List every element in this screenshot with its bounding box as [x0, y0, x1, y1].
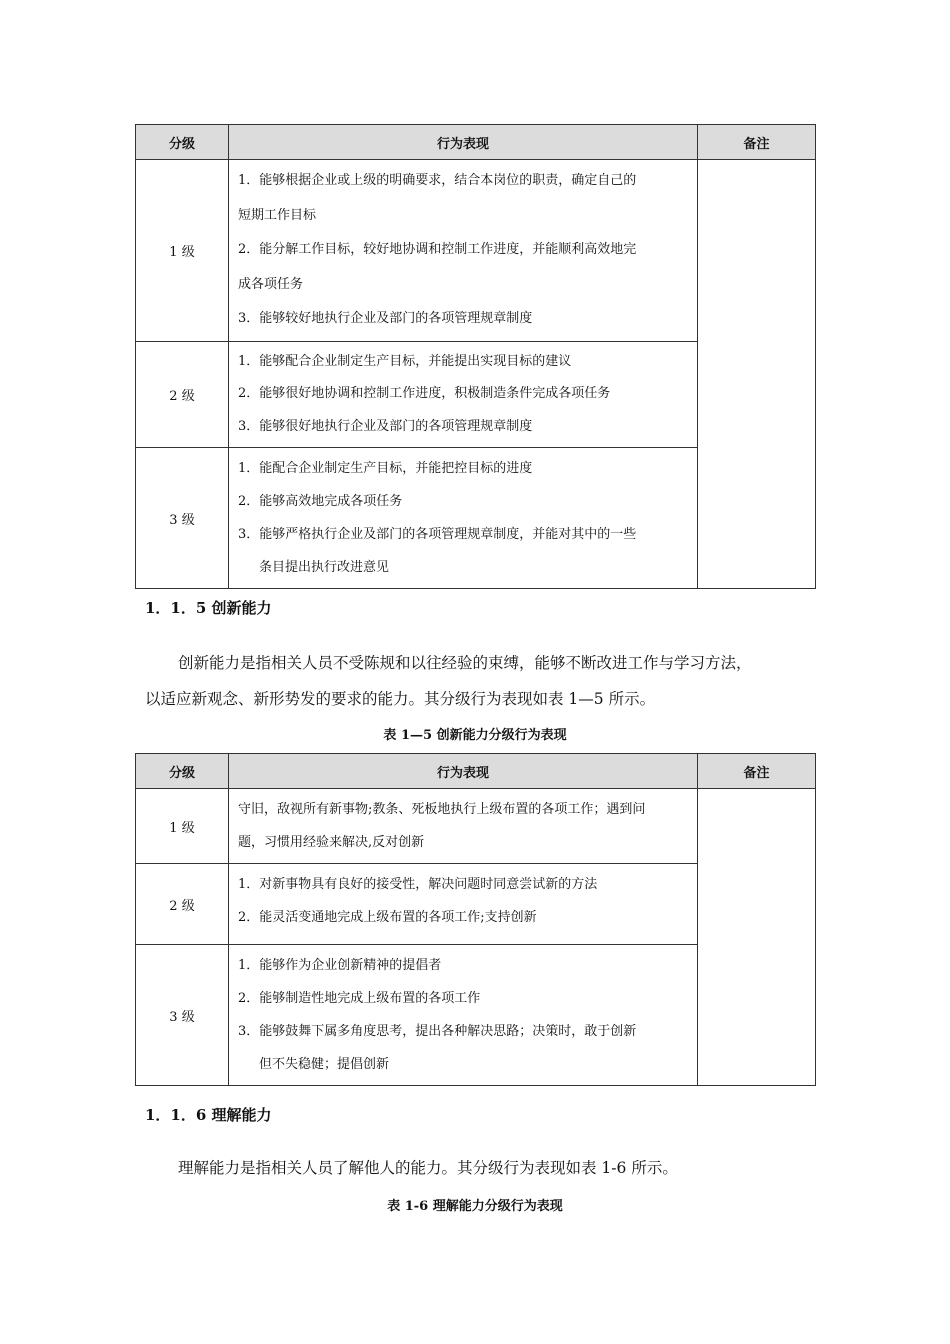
behavior-line: 守旧，敌视所有新事物;教条、死板地执行上级布置的各项工作；遇到问 — [238, 802, 646, 817]
section-paragraph — [145, 645, 815, 717]
behavior-cell — [229, 945, 698, 1086]
competency-table-1 — [135, 124, 816, 589]
level-cell: 3 级 — [136, 448, 229, 589]
behavior-line: 2．能够制造性地完成上级布置的各项工作 — [238, 991, 481, 1006]
section-heading: 1．1．6 理解能力 — [145, 1106, 272, 1124]
level-cell: 1 级 — [136, 160, 229, 342]
behavior-line: 短期工作目标 — [238, 207, 317, 223]
behavior-line: 1．能够作为企业创新精神的提倡者 — [238, 958, 442, 973]
header-behavior: 行为表现 — [229, 125, 698, 160]
section-paragraph — [145, 1150, 815, 1186]
level-cell: 1 级 — [136, 789, 229, 864]
header-level: 分级 — [136, 125, 229, 160]
header-note: 备注 — [698, 125, 816, 160]
behavior-line: 1．能配合企业制定生产目标，并能把控目标的进度 — [238, 461, 533, 476]
paragraph-line: 创新能力是指相关人员不受陈规和以往经验的束缚，能够不断改进工作与学习方法， — [178, 654, 752, 672]
note-cell — [698, 789, 816, 1086]
behavior-cell — [229, 789, 698, 864]
behavior-line: 成各项任务 — [238, 276, 304, 292]
behavior-line: 1．能够配合企业制定生产目标，并能提出实现目标的建议 — [238, 353, 572, 369]
behavior-line: 条目提出执行改进意见 — [259, 560, 390, 575]
table-header-row — [136, 754, 816, 789]
behavior-line: 2．能够很好地协调和控制工作进度，积极制造条件完成各项任务 — [238, 386, 611, 401]
behavior-line: 1．能够根据企业或上级的明确要求，结合本岗位的职责，确定自己的 — [238, 173, 637, 188]
behavior-line: 3．能够较好地执行企业及部门的各项管理规章制度 — [238, 311, 533, 326]
competency-table-2 — [135, 753, 816, 1086]
behavior-line: 但不失稳健；提倡创新 — [259, 1057, 390, 1072]
behavior-line: 2．能分解工作目标，较好地协调和控制工作进度，并能顺利高效地完 — [238, 242, 637, 257]
note-cell — [698, 160, 816, 589]
section-heading: 1．1．5 创新能力 — [145, 599, 272, 617]
paragraph-line: 理解能力是指相关人员了解他人的能力。其分级行为表现如表 1-6 所示。 — [178, 1159, 678, 1177]
behavior-line: 3．能够严格执行企业及部门的各项管理规章制度，并能对其中的一些 — [238, 527, 637, 542]
table-caption: 表 1—5 创新能力分级行为表现 — [383, 728, 567, 743]
behavior-line: 2．能灵活变通地完成上级布置的各项工作;支持创新 — [238, 910, 537, 925]
header-note: 备注 — [698, 754, 816, 789]
level-cell: 2 级 — [136, 341, 229, 448]
header-behavior: 行为表现 — [229, 754, 698, 789]
behavior-cell — [229, 448, 698, 589]
behavior-line: 题，习惯用经验来解决,反对创新 — [238, 835, 425, 850]
behavior-line: 3．能够很好地执行企业及部门的各项管理规章制度 — [238, 418, 533, 434]
behavior-cell — [229, 341, 698, 448]
behavior-cell — [229, 160, 698, 342]
paragraph-line: 以适应新观念、新形势发的要求的能力。其分级行为表现如表 1—5 所示。 — [145, 690, 656, 708]
behavior-cell — [229, 864, 698, 945]
header-level: 分级 — [136, 754, 229, 789]
behavior-line: 2．能够高效地完成各项任务 — [238, 494, 403, 509]
table-header-row — [136, 125, 816, 160]
behavior-line: 3．能够鼓舞下属多角度思考，提出各种解决思路；决策时，敢于创新 — [238, 1024, 637, 1039]
level-cell: 2 级 — [136, 864, 229, 945]
table-row — [136, 789, 816, 864]
behavior-line: 1．对新事物具有良好的接受性，解决问题时同意尝试新的方法 — [238, 877, 598, 892]
level-cell: 3 级 — [136, 945, 229, 1086]
table-caption: 表 1-6 理解能力分级行为表现 — [387, 1199, 563, 1214]
table-row — [136, 160, 816, 342]
